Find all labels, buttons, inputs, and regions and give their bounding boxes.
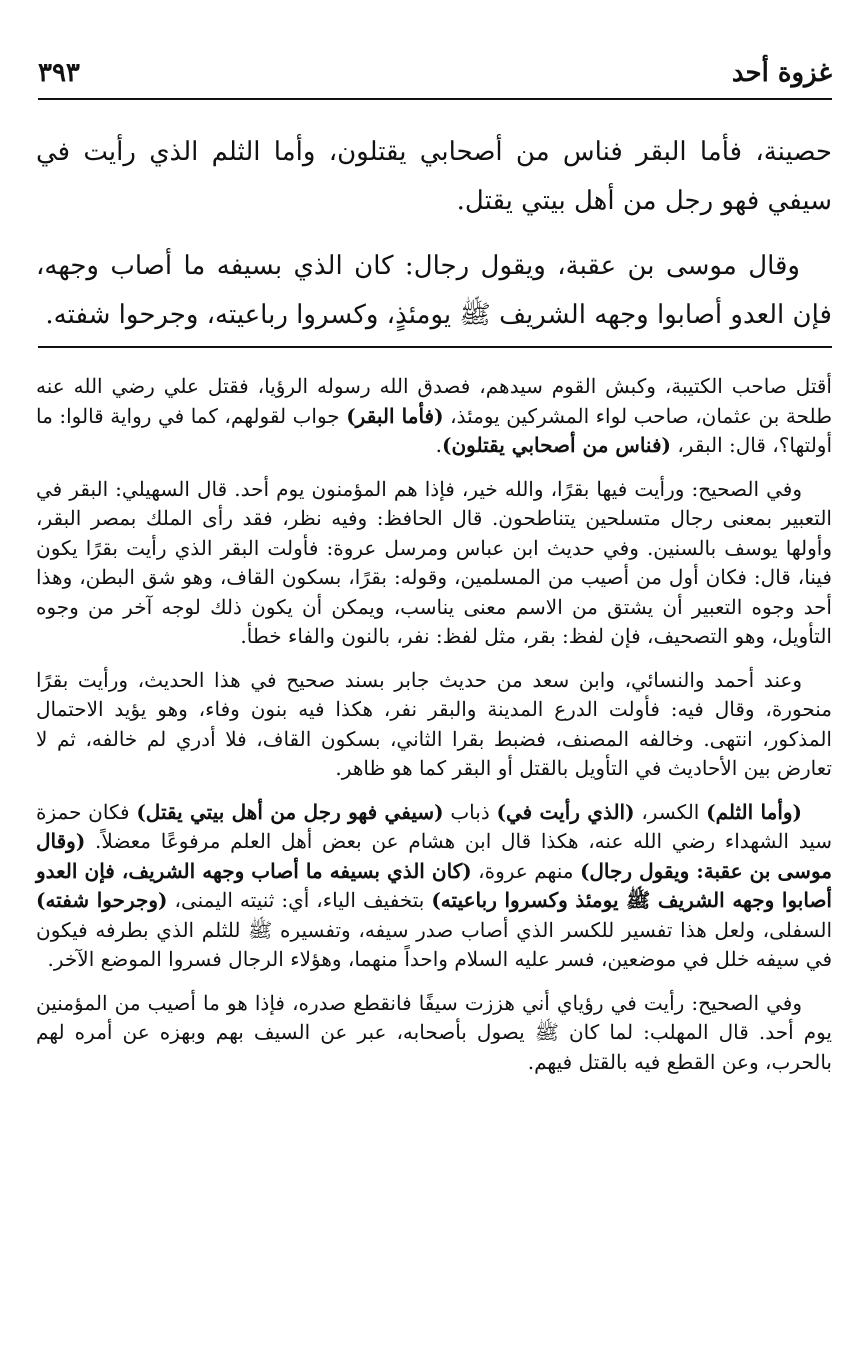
commentary-paragraph-4 xyxy=(36,798,832,975)
quoted-phrase: (وأما الثلم) xyxy=(706,799,803,824)
quoted-phrase: (وجرحوا شفته) xyxy=(36,888,168,912)
footnote-divider xyxy=(38,346,832,348)
text-run: . xyxy=(435,433,442,457)
text-run: السفلى، ولعل هذا تفسير للكسر الذي أصاب صدر سيفه، وتفسيره ﷺ للثلم الذي بطرفه فيكون في سيفه خلل في موضعين، فسر عليه السلام واحداً منهما، وهؤلاء الرجال فسروا الموضع الآخر. xyxy=(36,917,832,971)
page-number: ٣٩٣ xyxy=(38,58,80,88)
text-run: الكسر، xyxy=(634,799,707,824)
commentary-paragraph-2: وفي الصحيح: ورأيت فيها بقرًا، والله خير، فإذا هم المؤمنون يوم أحد. قال السهيلي: البقر في التعبير بمعنى رجال متسلحين يتناطحون. قال الحافظ: وفيه نظر، فقد رأى الملك بمصر البقر، وأولها يوسف بالسنين. وفي حديث ابن عباس ومرسل عروة: فأولت البقر الذي رأيت بقرًا يكون فينا، قال: فكان أول من أصيب من المسلمين، وقوله: بقرًا، بسكون القاف، وهو شق البطن، وهذا أحد وجوه التعبير أن يشتق من الاسم معنى يناسب، ويمكن أن يكون ذلك لوجه آخر من وجوه التأويل، وهو التصحيف، فإن لفظ: بقر، مثل لفظ: نفر، بالنون والفاء خطأ. xyxy=(36,476,832,648)
chapter-title: غزوة أحد xyxy=(731,58,832,88)
text-run: ذباب xyxy=(443,799,497,824)
text-run: جواب لقولهم، كما في رواية قالوا: ما أولتها؟، قال: البقر، xyxy=(36,403,832,457)
text-run: بتخفيف الياء، أي: ثنيته اليمنى، xyxy=(167,888,432,912)
text-run: أقتل صاحب الكتيبة، وكبش القوم سيدهم، فصدق الله رسوله الرؤيا، فقتل علي رضي الله عنه طلحة بن عثمان، صاحب لواء المشركين يومئذ، xyxy=(36,374,832,428)
quoted-phrase: (وقال موسى بن عقبة: ويقول رجال) xyxy=(36,829,832,883)
commentary-paragraph-5: وفي الصحيح: رأيت في رؤياي أني هززت سيفًا فانقطع صدره، فإذا هو ما أصيب من المؤمنين يوم أحد. قال المهلب: لما كان ﷺ يصول بأصحابه، عبر عن السيف بهم وبهزه عن أمره لهم بالحرب، وعن القطع فيه بالقتل فيهم. xyxy=(36,990,832,1074)
commentary xyxy=(36,372,832,1091)
text-run: منهم عروة، xyxy=(471,858,580,883)
quoted-phrase: (فأما البقر) xyxy=(346,403,444,428)
quoted-phrase: (الذي رأيت في) xyxy=(496,799,635,824)
main-paragraph-2: وقال موسى بن عقبة، ويقول رجال: كان الذي بسيفه ما أصاب وجهه، فإن العدو أصابوا وجهه الشريف ﷺ يومئذٍ، وكسروا رباعيته، وجرحوا شفته. xyxy=(36,251,832,330)
quoted-phrase: (كان الذي بسيفه ما أصاب وجهه الشريف، فإن العدو أصابوا وجهه الشريف ﷺ يومئذ وكسروا رباعيته) xyxy=(36,858,832,912)
text-run: فكان حمزة سيد الشهداء رضي الله عنه، هكذا قال ابن هشام عن بعض أهل العلم مرفوعًا معضلاً. xyxy=(36,799,832,853)
page-header xyxy=(38,52,832,100)
quoted-phrase: (سيفي فهو رجل من أهل بيتي يقتل) xyxy=(136,799,444,824)
commentary-paragraph-1 xyxy=(36,372,832,461)
main-text xyxy=(36,128,832,356)
quoted-phrase: (فناس من أصحابي يقتلون) xyxy=(441,433,671,457)
commentary-paragraph-3: وعند أحمد والنسائي، وابن سعد من حديث جابر بسند صحيح في هذا الحديث، ورأيت بقرًا منحورة، وقال فيه: فأولت الدرع المدينة والبقر نفر، هكذا فيه بنون وفاء، وهو يؤيد الاحتمال المذكور، انتهى. وخالفه المصنف، فضبط بقرا الثاني، بسكون القاف، فلا أدري لم خالفه، ثم لا تعارض بين الأحاديث في التأويل بالقتل أو البقر كما هو ظاهر. xyxy=(36,667,832,780)
main-paragraph-1: حصينة، فأما البقر فناس من أصحابي يقتلون، وأما الثلم الذي رأيت في سيفي فهو رجل من أهل بيتي يقتل. xyxy=(36,137,832,216)
